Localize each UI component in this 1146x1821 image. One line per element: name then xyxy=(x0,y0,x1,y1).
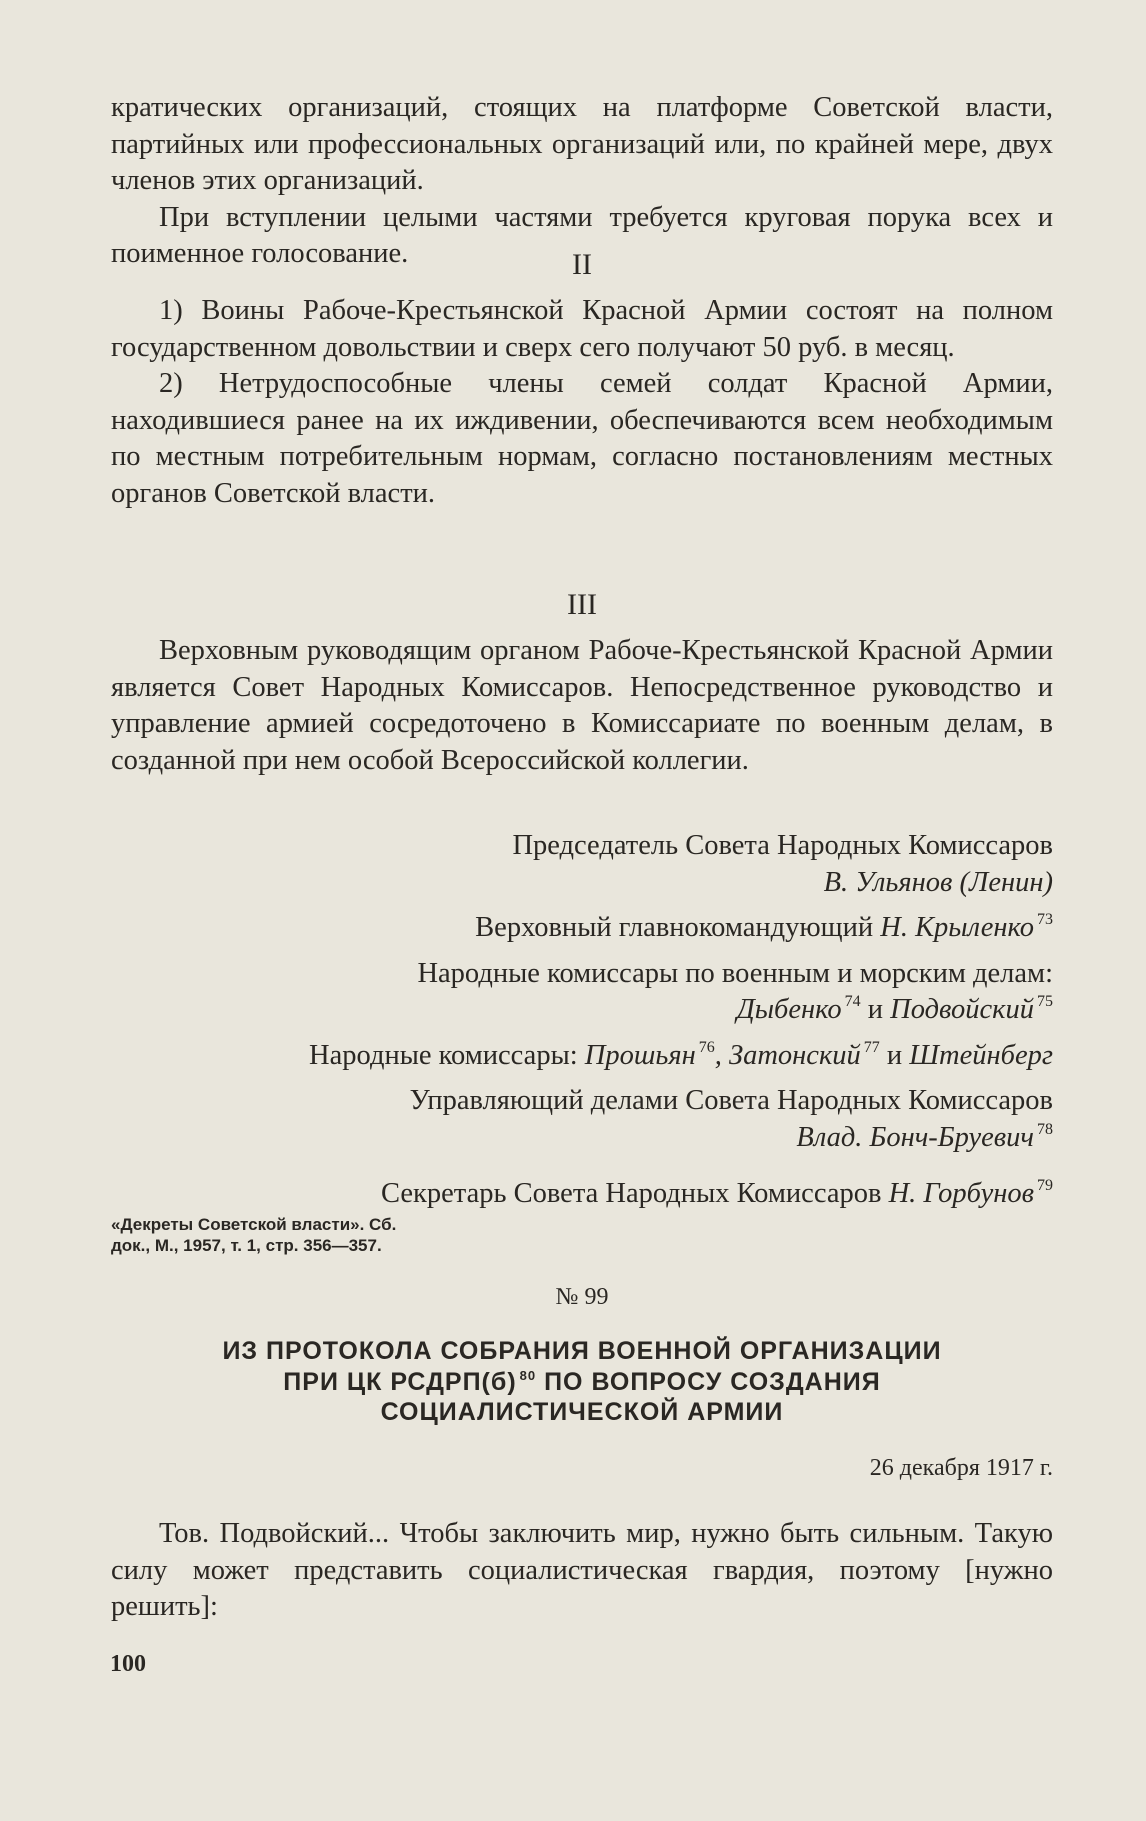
footnote-ref: 77 xyxy=(863,1038,880,1056)
paragraph: При вступлении целыми частями требуется круговая порука всех и поименное голосование. xyxy=(111,201,1053,269)
section-ii xyxy=(111,247,1053,284)
page-number: 100 xyxy=(110,1651,146,1677)
section-iii-body xyxy=(111,633,1053,779)
source-citation: «Декреты Советской власти». Сб. док., М., 1957, т. 1, стр. 356—357. xyxy=(111,1215,397,1255)
document-body xyxy=(111,1516,1053,1626)
paragraph: Тов. Подвойский... Чтобы заключить мир, нужно быть сильным. Такую силу может представить социалистическая гвардия, поэтому [нужно решить]: xyxy=(111,1518,1053,1622)
document-title: ИЗ ПРОТОКОЛА СОБРАНИЯ ВОЕННОЙ ОРГАНИЗАЦИИ ПРИ ЦК РСДРП(б) $^{80}$ ПО ВОПРОСУ СОЗДАНИЯ СОЦИАЛИСТИЧЕСКОЙ АРМИИ xyxy=(222,1337,942,1426)
signatures xyxy=(111,828,1053,1213)
signature-line: Секретарь Совета Народных Комиссаров Н. Горбунов $^{79}$ xyxy=(381,1177,1053,1209)
signature-title: Народные комиссары по военным и морским делам: xyxy=(417,957,1053,989)
signature-title: Председатель Совета Народных Комиссаров xyxy=(512,830,1053,861)
footnote-ref: 75 xyxy=(1037,993,1053,1010)
footnote-ref: 78 xyxy=(1037,1120,1053,1138)
signature-title: Управляющий делами Совета Народных Комиссаров xyxy=(409,1085,1053,1116)
footnote-ref: 74 xyxy=(844,993,861,1010)
paragraph: 2) Нетрудоспособные члены семей солдат Красной Армии, находившиеся ранее на их иждивении, обеспечиваются всем необходимым по местным потребительным нормам, согласно постановлениям местных органов Советской власти. xyxy=(111,368,1053,509)
section-numeral: II xyxy=(572,248,592,281)
paragraph: Верховным руководящим органом Рабоче-Крестьянской Красной Армии является Совет Народных Комиссаров. Непосредственное руководство и управление армией сосредоточено в Комиссариате по военным делам, в созданной при нем особой Всероссийской коллегии. xyxy=(111,635,1053,776)
signature-name: В. Ульянов (Ленин) xyxy=(823,866,1053,898)
signature-name: Н. Крыленко xyxy=(880,912,1034,943)
signature-line: Верховный главнокомандующий Н. Крыленко $^{73}$ xyxy=(475,911,1053,943)
document-number: № 99 xyxy=(555,1284,609,1310)
signature-line: Дыбенко $^{74}$ и Подвойский $^{75}$ xyxy=(736,993,1053,1025)
section-numeral: III xyxy=(567,588,597,621)
footnote-ref: 73 xyxy=(1037,911,1053,928)
footnote-ref: 79 xyxy=(1037,1177,1053,1194)
signature-line: Влад. Бонч-Бруевич $^{78}$ xyxy=(796,1120,1053,1153)
text-block-top xyxy=(111,90,1053,273)
paragraph: кратических организаций, стоящих на платформе Советской власти, партийных или профессиональных организаций или, по крайней мере, двух членов этих организаций. xyxy=(111,92,1053,196)
paragraph: 1) Воины Рабоче-Крестьянской Красной Армии состоят на полном государственном довольствии и сверх сего получают 50 руб. в месяц. xyxy=(111,295,1053,363)
footnote-ref: 76 xyxy=(698,1038,715,1056)
section-ii-body xyxy=(111,293,1053,512)
section-iii xyxy=(111,587,1053,624)
signature-line: Народные комиссары: Прошьян $^{76}$, Затонский $^{77}$ и Штейнберг xyxy=(309,1038,1053,1071)
footnote-ref: 80 xyxy=(519,1367,537,1383)
document-date: 26 декабря 1917 г. xyxy=(869,1455,1053,1481)
